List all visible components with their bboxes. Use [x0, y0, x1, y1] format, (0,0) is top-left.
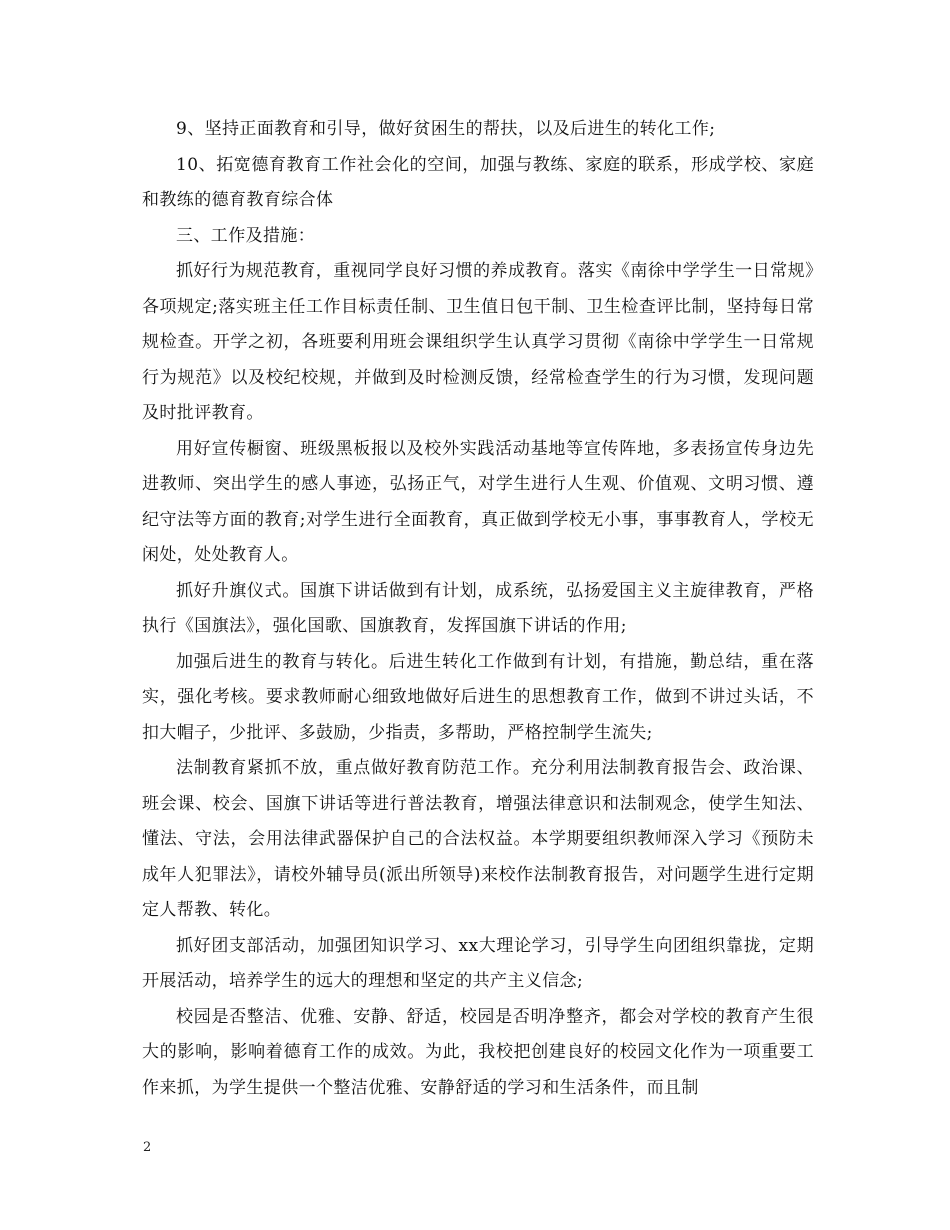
page-number: 2: [143, 1140, 152, 1155]
paragraph: 加强后进生的教育与转化。后进生转化工作做到有计划，有措施，勤总结，重在落实，强化考核。要求教师耐心细致地做好后进生的思想教育工作，做到不讲过头话，不扣大帽子，少批评、多鼓励，少指责，多帮助，严格控制学生流失;: [142, 651, 814, 743]
paragraph: 校园是否整洁、优雅、安静、舒适，校园是否明净整齐，都会对学校的教育产生很大的影响，影响着德育工作的成效。为此，我校把创建良好的校园文化作为一项重要工作来抓，为学生提供一个整洁优雅、安静舒适的学习和生活条件，而且制: [142, 1006, 814, 1098]
section-heading: 三、工作及措施：: [176, 225, 316, 246]
document-body: [142, 112, 814, 1106]
paragraph: 法制教育紧抓不放，重点做好教育防范工作。充分利用法制教育报告会、政治课、班会课、校会、国旗下讲话等进行普法教育，增强法律意识和法制观念，使学生知法、懂法、守法，会用法律武器保护自己的合法权益。本学期要组织教师深入学习《预防未成年人犯罪法》，请校外辅导员(派出所领导)来校作法制教育报告，对问题学生进行定期定人帮教、转化。: [142, 758, 814, 920]
paragraph: 抓好升旗仪式。国旗下讲话做到有计划，成系统，弘扬爱国主义主旋律教育，严格执行《国旗法》，强化国歌、国旗教育，发挥国旗下讲话的作用;: [142, 580, 814, 636]
paragraph: 9、坚持正面教育和引导，做好贫困生的帮扶，以及后进生的转化工作;: [176, 119, 716, 139]
paragraph: 抓好团支部活动，加强团知识学习、xx大理论学习，引导学生向团组织靠拢，定期开展活动，培养学生的远大的理想和坚定的共产主义信念;: [142, 935, 814, 991]
paragraph: 10、拓宽德育教育工作社会化的空间，加强与教练、家庭的联系，形成学校、家庭和教练的德育教育综合体: [142, 154, 814, 210]
paragraph: 抓好行为规范教育，重视同学良好习惯的养成教育。落实《南徐中学学生一日常规》各项规定;落实班主任工作目标责任制、卫生值日包干制、卫生检查评比制，坚持每日常规检查。开学之初，各班要利用班会课组织学生认真学习贯彻《南徐中学学生一日常规行为规范》以及校纪校规，并做到及时检测反馈，经常检查学生的行为习惯，发现问题及时批评教育。: [142, 261, 814, 423]
paragraph: 用好宣传橱窗、班级黑板报以及校外实践活动基地等宣传阵地，多表扬宣传身边先进教师、突出学生的感人事迹，弘扬正气，对学生进行人生观、价值观、文明习惯、遵纪守法等方面的教育;对学生进行全面教育，真正做到学校无小事，事事教育人，学校无闲处，处处教育人。: [142, 438, 814, 565]
